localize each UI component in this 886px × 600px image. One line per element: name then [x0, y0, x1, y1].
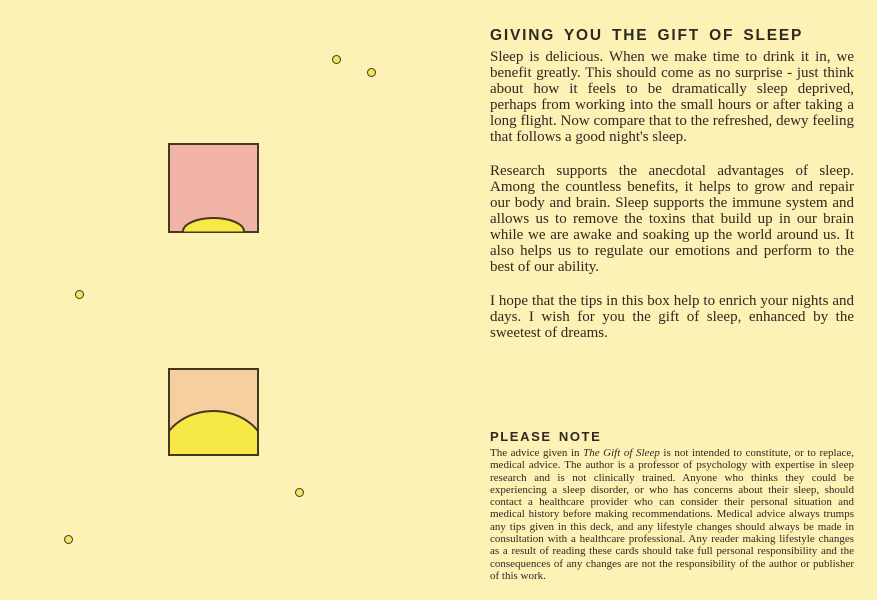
article-section: [490, 27, 854, 359]
article-paragraph: Sleep is delicious. When we make time to drink it in, we benefit greatly. This should come as no surprise - just think about how it feels to be dramatically sleep deprived, perhaps from working into the small hours or after taking a long flight. Now compare that to the refreshed, dewy feeling that follows a good night's sleep.: [490, 49, 854, 145]
sun-rising-illustration: [168, 368, 259, 461]
disclaimer-text-rest: is not intended to constitute, or to replace, medical advice. The author is a professor of psychology with expertise in sleep research and is not clinically trained. Anyone who thinks they could be experiencing a sleep disorder, or who has concerns about their sleep, should contact a healthcare provider who can consider their personal situation and medical history before making recommendations. Medical advice always trumps any tips given in this deck, and any lifestyle changes should always be made in consultation with a healthcare professional. Any reader making lifestyle changes as a result of reading these cards should take full personal responsibility and the consequences of any changes are not the responsibility of the author or publisher of this work.: [490, 447, 854, 582]
sun-dipping-icon: [168, 143, 259, 233]
sun-dot-icon: [367, 68, 376, 77]
scan-edge: [877, 0, 886, 600]
sun-dot-icon: [75, 290, 84, 299]
disclaimer-text: [490, 447, 854, 582]
sun-dot-icon: [332, 55, 341, 64]
article-paragraph: I hope that the tips in this box help to enrich your nights and days. I wish for you the gift of sleep, enhanced by the sweetest of dreams.: [490, 293, 854, 341]
sun-rising-icon: [168, 368, 259, 456]
page-title: GIVING YOU THE GIFT OF SLEEP: [490, 27, 804, 44]
disclaimer-section: [490, 430, 854, 582]
sun-dot-icon: [295, 488, 304, 497]
article-paragraph: Research supports the anecdotal advantages of sleep. Among the countless benefits, it helps to grow and repair our body and brain. Sleep supports the immune system and allows us to remove the toxins that build up in our brain while we are awake and soaking up the world around us. It also helps us to regulate our emotions and perform to the best of our ability.: [490, 163, 854, 275]
sun-dipping-illustration: [168, 143, 259, 238]
sun-dot-icon: [64, 535, 73, 544]
disclaimer-text-start: The advice given in: [490, 447, 584, 459]
disclaimer-title: PLEASE NOTE: [490, 429, 602, 444]
book-title-italic: The Gift of Sleep: [583, 447, 660, 459]
